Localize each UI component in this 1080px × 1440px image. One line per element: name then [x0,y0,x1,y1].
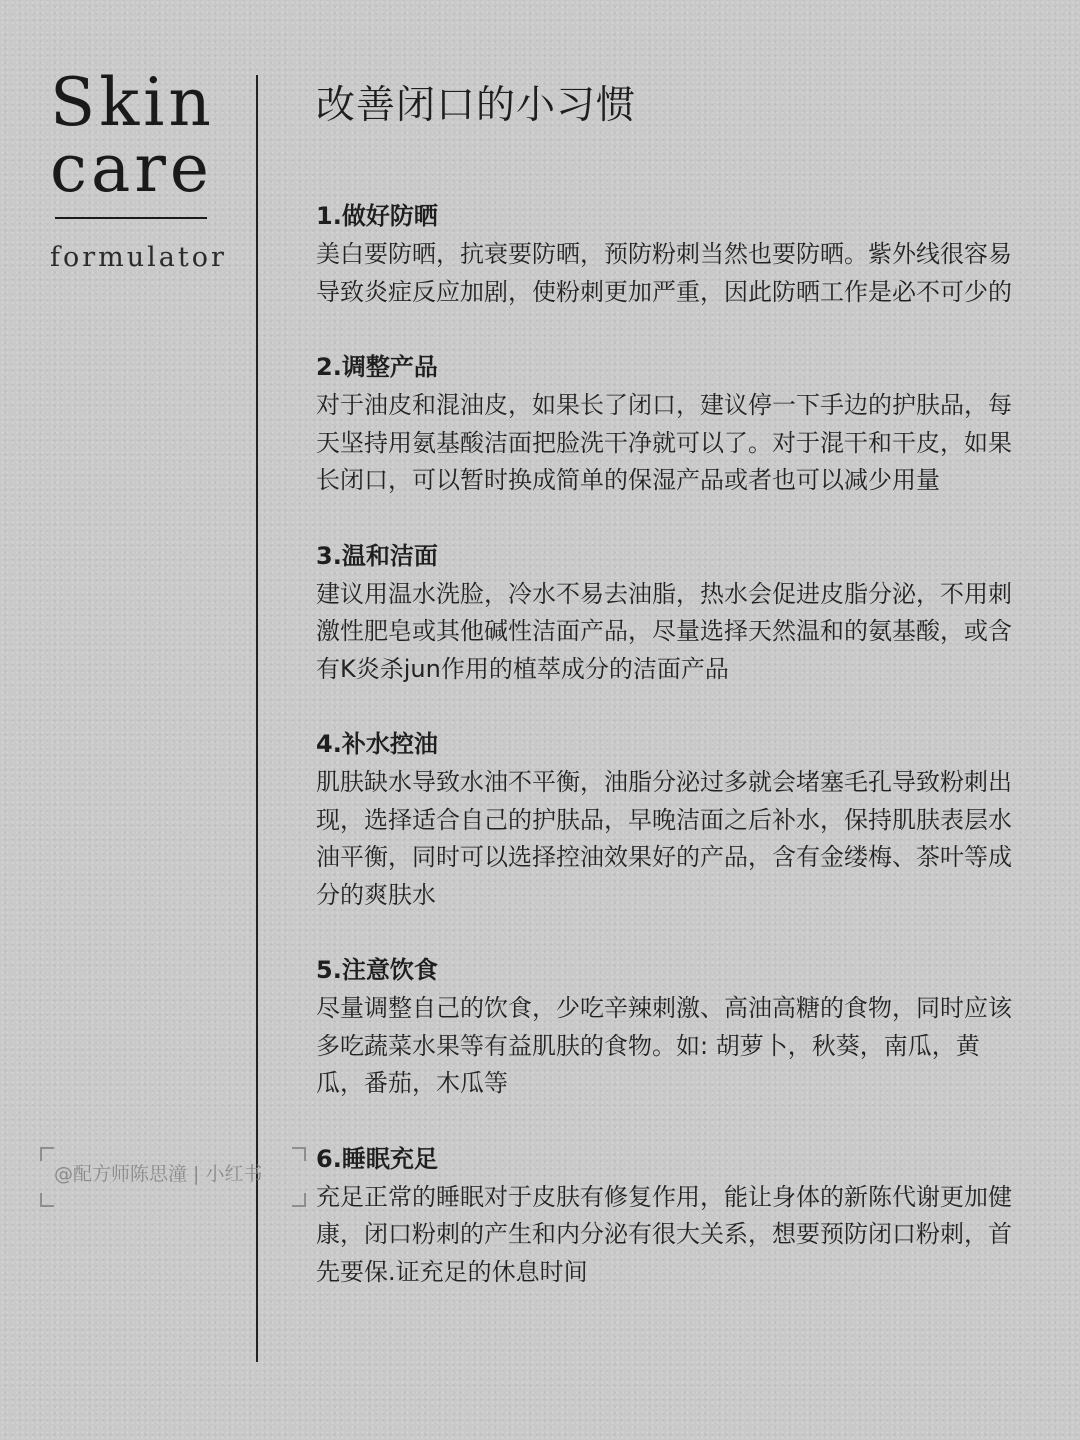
section-title: 5.注意饮食 [316,956,438,984]
section-body: 尽量调整自己的饮食，少吃辛辣刺激、高油高糖的食物，同时应该多吃蔬菜水果等有益肌肤的食物。如: 胡萝卜，秋葵，南瓜，黄瓜，番茄，木瓜等 [316,994,1012,1097]
section-title: 3.温和洁面 [316,541,438,570]
section-title: 2.调整产品 [316,353,438,381]
brand-rule [55,217,207,219]
section-title: 6.睡眠充足 [316,1144,438,1173]
article-content [316,80,1016,1329]
section-title: 4.补水控油 [316,730,438,758]
section-adjust-products [316,349,1016,500]
watermark-corner-tr [292,1147,306,1161]
watermark-text: @配方师陈思潼 | 小红书 [54,1163,263,1185]
section-body: 对于油皮和混油皮，如果长了闭口，建议停一下手边的护肤品，每天坚持用氨基酸洁面把脸洗干净就可以了。对于混干和干皮，如果长闭口，可以暂时换成简单的保湿产品或者也可以减少用量 [316,391,1012,494]
section-sleep [316,1141,1016,1292]
section-title: 1.做好防晒 [316,202,438,230]
brand-subtitle: formulator [50,242,227,273]
watermark-corner-tl [40,1147,54,1161]
section-gentle-cleansing [316,538,1016,689]
section-body: 肌肤缺水导致水油不平衡，油脂分泌过多就会堵塞毛孔导致粉刺出现，选择适合自己的护肤品，早晚洁面之后补水，保持肌肤表层水油平衡，同时可以选择控油效果好的产品，含有金缕梅、茶叶等成分的爽肤水 [316,768,1012,909]
section-body: 建议用温水洗脸，冷水不易去油脂，热水会促进皮脂分泌，不用刺激性肥皂或其他碱性洁面产品，尽量选择天然温和的氨基酸，或含有K炎杀jun作用的植萃成分的洁面产品 [316,579,1012,683]
watermark-corner-bl [40,1193,54,1207]
watermark-corner-br [292,1193,306,1207]
section-body: 充足正常的睡眠对于皮肤有修复作用，能让身体的新陈代谢更加健康，闭口粉刺的产生和内分泌有很大关系，想要预防闭口粉刺，首先要保.证充足的休息时间 [316,1182,1012,1286]
section-diet [316,952,1016,1103]
section-body: 美白要防晒，抗衰要防晒，预防粉刺当然也要防晒。紫外线很容易导致炎症反应加剧，使粉刺更加严重，因此防晒工作是必不可少的 [316,240,1012,306]
brand-title-skin: Skin [50,64,215,141]
section-hydrate-oil-control [316,726,1016,914]
section-sunscreen [316,198,1016,311]
watermark [40,1147,306,1207]
page-title: 改善闭口的小习惯 [316,83,637,128]
brand-title-care: care [50,130,213,207]
